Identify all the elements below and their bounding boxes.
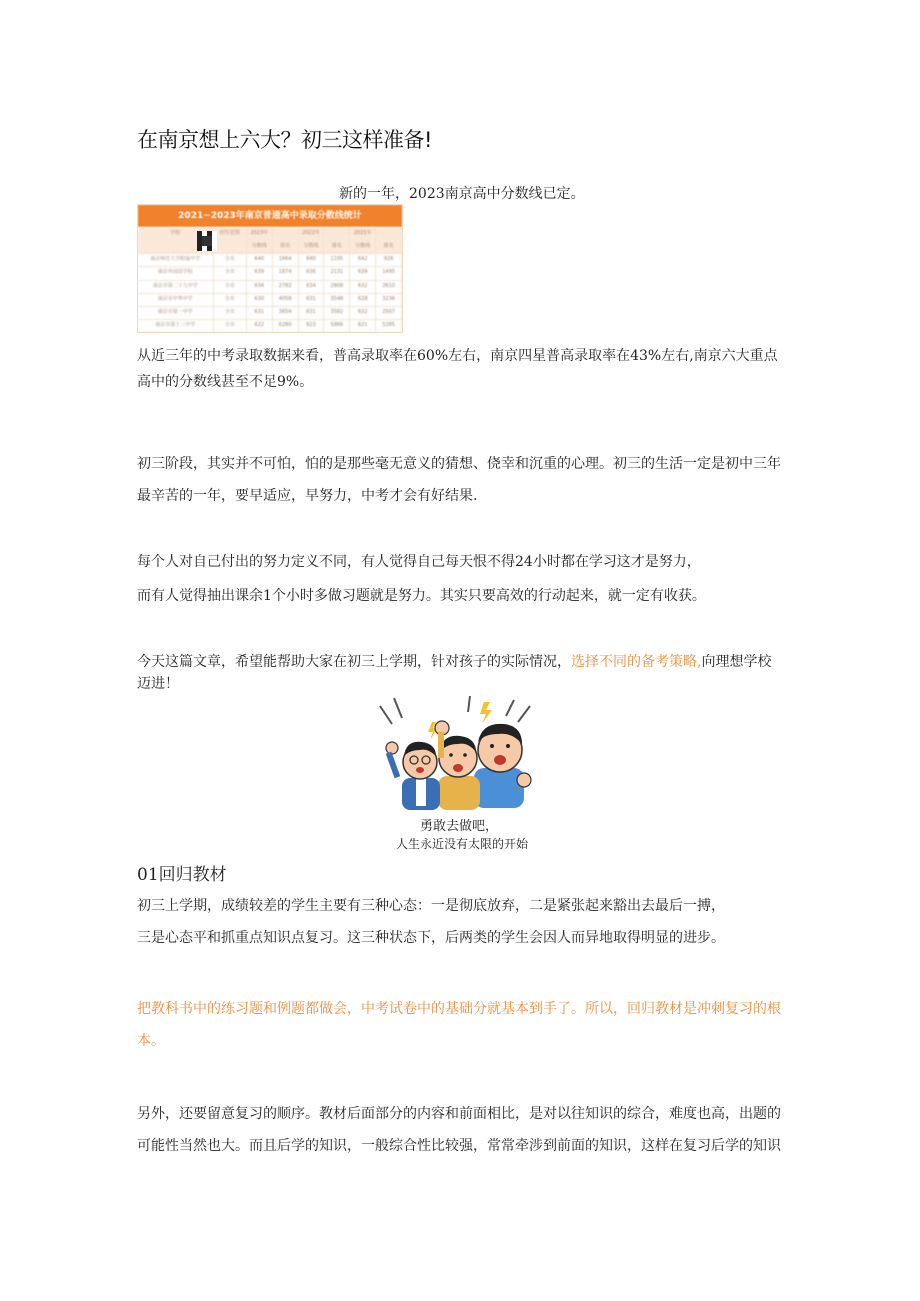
table-row — [138, 266, 402, 280]
table-cell: 3236 — [376, 293, 402, 306]
student-right — [474, 724, 531, 808]
table-cell: 2022年 — [299, 227, 325, 240]
table-row — [138, 280, 402, 294]
illustration-caption-line-1: 勇敢去做吧， — [420, 819, 499, 834]
cheering-students-illustration — [372, 692, 544, 812]
paragraph-4-text: 今天这篇文章，希望能帮助大家在初三上学期，针对孩子的实际情况， — [137, 654, 571, 670]
table-cell: 招生范围 — [214, 227, 247, 240]
table-cell: 6280 — [273, 319, 299, 332]
spark-decorations — [380, 696, 530, 724]
table-cell: 南京市第一中学 — [138, 306, 214, 319]
table-cell: 632 — [350, 280, 376, 293]
table-cell: 2131 — [324, 266, 350, 279]
table-body — [138, 227, 402, 332]
paragraph-5-line-2: 三是心态平和抓重点知识点复习。这三种状态下，后两类的学生会因人而异地取得明显的进步。 — [137, 930, 725, 946]
table-cell: 5866 — [324, 319, 350, 332]
table-cell: 排名 — [324, 240, 350, 253]
table-cell: 4058 — [273, 293, 299, 306]
table-header-row — [138, 227, 402, 241]
table-cell: 南京市中华中学 — [138, 293, 214, 306]
paragraph-4-line-1 — [137, 651, 785, 673]
table-cell: 排名 — [273, 240, 299, 253]
table-cell: 分数线 — [350, 240, 376, 253]
paragraph-5 — [137, 893, 785, 951]
illustration-caption-line-2: 人生永近没有太限的开始 — [396, 837, 529, 851]
paragraph-7-line-1: 另外，还要留意复习的顺序。教材后面部分的内容和前面相比，是对以往知识的综合，难度也高，出题的 — [137, 1106, 781, 1122]
table-cell: 南京外国语学校 — [138, 266, 214, 279]
article-title: 在南京想上六大？初三这样准备! — [137, 128, 432, 152]
table-cell: 学校 — [138, 227, 214, 240]
table-cell: 621 — [350, 319, 376, 332]
paragraph-1 — [137, 343, 785, 395]
table-cell: 639 — [350, 266, 376, 279]
table-row — [138, 293, 402, 307]
paragraph-2-line-2: 最辛苦的一年，要早适应，早努力，中考才会有好结果. — [137, 488, 478, 504]
table-cell — [376, 227, 402, 240]
table-header-row — [138, 240, 402, 254]
table-cell: 631 — [299, 306, 325, 319]
table-cell: 623 — [299, 319, 325, 332]
table-cell: 3654 — [273, 306, 299, 319]
qr-code-center — [202, 236, 212, 246]
table-cell: 全市 — [214, 253, 247, 266]
paragraph-4-highlight: 选择不同的备考策略, — [571, 654, 702, 670]
table-cell: 926 — [376, 253, 402, 266]
table-cell: 1195 — [324, 253, 350, 266]
table-cell: 1874 — [273, 266, 299, 279]
table-cell: 2782 — [273, 280, 299, 293]
table-cell: 5285 — [376, 319, 402, 332]
table-cell: 全市 — [214, 266, 247, 279]
paragraph-4-line-2: 迈进！ — [137, 676, 179, 692]
score-table-image — [137, 204, 403, 333]
table-cell: 631 — [247, 306, 273, 319]
table-cell: 2021年 — [350, 227, 376, 240]
table-cell: 640 — [247, 253, 273, 266]
paragraph-7 — [137, 1101, 785, 1159]
paragraph-5-line-1: 初三上学期，成绩较差的学生主要有三种心态：一是彻底放弃，二是紧张起来豁出去最后一搏， — [137, 898, 725, 914]
paragraph-2 — [137, 451, 785, 509]
table-cell: 640 — [299, 253, 325, 266]
table-cell: 632 — [350, 306, 376, 319]
table-cell — [214, 240, 247, 253]
paragraph-6-line-1: 把教科书中的练习题和例题都做会，中考试卷中的基础分就基本到手了。所以，回归教材是冲刺复习的根 — [137, 1001, 781, 1017]
paragraph-3-line-2: 而有人觉得抽出课余1个小时多做习题就是努力。其实只要高效的行动起来，就一定有收获。 — [137, 588, 706, 604]
table-cell: 全市 — [214, 306, 247, 319]
table-cell: 642 — [350, 253, 376, 266]
table-cell: 3548 — [324, 293, 350, 306]
table-cell: 631 — [299, 293, 325, 306]
table-cell: 634 — [247, 280, 273, 293]
section-heading: 01回归教材 — [137, 865, 227, 885]
paragraph-6-line-2: 本。 — [137, 1033, 165, 1049]
paragraph-6 — [137, 996, 785, 1054]
paragraph-3-line-1: 每个人对自己付出的努力定义不同，有人觉得自己每天恨不得24小时都在学习这才是努力， — [137, 554, 701, 570]
table-cell: 1495 — [376, 266, 402, 279]
table-cell: 630 — [247, 293, 273, 306]
table-title: 2021~2023年南京普通高中录取分数线统计 — [138, 205, 402, 227]
table-row — [138, 306, 402, 320]
table-cell: 2023年 — [247, 227, 273, 240]
paragraph-3 — [137, 549, 785, 609]
table-cell: 南京市第二十九中学 — [138, 280, 214, 293]
student-middle — [435, 721, 480, 810]
table-cell: 639 — [247, 266, 273, 279]
table-cell: 分数线 — [299, 240, 325, 253]
paragraph-1-line-2: 高中的分数线甚至不足9%。 — [137, 374, 314, 390]
table-cell: 2808 — [324, 280, 350, 293]
paragraph-2-line-1: 初三阶段，其实并不可怕，怕的是那些毫无意义的猜想、侥幸和沉重的心理。初三的生活一定是初中三年 — [137, 456, 781, 472]
table-cell: 2610 — [376, 280, 402, 293]
table-cell: 636 — [299, 266, 325, 279]
table-cell: 南京师范大学附属中学 — [138, 253, 214, 266]
table-cell — [273, 227, 299, 240]
student-left — [386, 742, 440, 810]
table-cell: 628 — [350, 293, 376, 306]
table-row — [138, 253, 402, 267]
table-cell: 全市 — [214, 280, 247, 293]
table-cell: 南京市第十三中学 — [138, 319, 214, 332]
table-cell: 634 — [299, 280, 325, 293]
table-cell: 分数线 — [247, 240, 273, 253]
table-cell: 3582 — [324, 306, 350, 319]
paragraph-4 — [137, 651, 785, 695]
table-cell — [324, 227, 350, 240]
table-cell: 2507 — [376, 306, 402, 319]
intro-text: 新的一年，2023南京高中分数线已定。 — [339, 186, 585, 202]
table-cell: 622 — [247, 319, 273, 332]
table-cell: 全市 — [214, 293, 247, 306]
paragraph-1-line-1: 从近三年的中考录取数据来看，普高录取率在60%左右，南京四星普高录取率在43%左右,南京六大重点 — [137, 348, 778, 364]
table-cell: 1664 — [273, 253, 299, 266]
table-cell: 排名 — [376, 240, 402, 253]
table-row — [138, 319, 402, 333]
paragraph-4-text-end: 向理想学校 — [701, 654, 772, 670]
paragraph-7-line-2: 可能性当然也大。而且后学的知识，一般综合性比较强，常常牵涉到前面的知识，这样在复习后学的知识 — [137, 1138, 781, 1154]
table-cell: 全市 — [214, 319, 247, 332]
